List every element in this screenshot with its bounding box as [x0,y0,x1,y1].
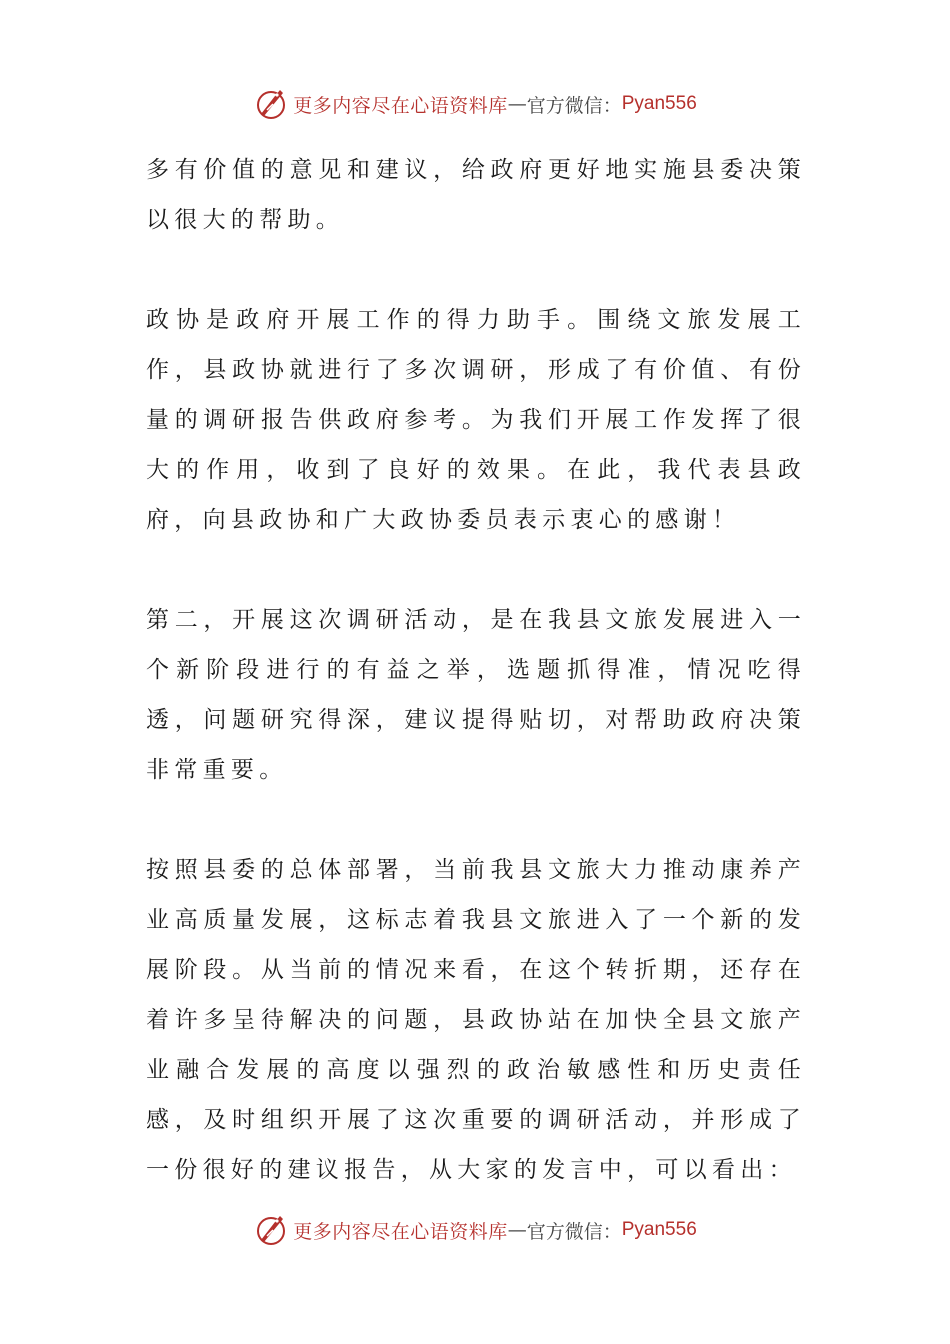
pen-nib-logo-icon [253,1212,289,1248]
paragraph-4: 按照县委的总体部署，当前我县文旅大力推动康养产业高质量发展，这标志着我县文旅进入了一个新的发展阶段。从当前的情况来看，在这个转折期，还存在着许多呈待解决的问题，县政协站在加快全县文旅产业融合发展的高度以强烈的政治敏感性和历史责任感，及时组织开展了这次重要的调研活动，并形成了一份很好的建议报告，从大家的发言中，可以看出： [146,857,806,1183]
paragraph-3: 第二，开展这次调研活动，是在我县文旅发展进入一个新阶段进行的有益之举，选题抓得准，情况吃得透，问题研究得深，建议提得贴切，对帮助政府决策非常重要。 [146,607,806,783]
header-dash: — [507,93,527,115]
footer-wechat-handle: Pyan556 [621,1219,697,1240]
header-wechat-handle: Pyan556 [621,93,697,114]
footer-wechat-label: 官方微信： [526,1220,622,1243]
footer-dash: — [507,1219,527,1241]
footer-banner [0,1210,950,1250]
paragraph-2: 政协是政府开展工作的得力助手。围绕文旅发展工作，县政协就进行了多次调研，形成了有价值、有份量的调研报告供政府参考。为我们开展工作发挥了很大的作用，收到了良好的效果。在此，我代表县政府，向县政协和广大政协委员表示衷心的感谢！ [146,307,806,533]
header-banner [0,84,950,124]
footer-brand-text: 更多内容尽在心语资料库 [293,1220,508,1243]
header-wechat-label: 官方微信： [526,94,622,117]
document-body [146,145,806,1245]
paragraph-1: 多有价值的意见和建议，给政府更好地实施县委决策以很大的帮助。 [146,157,806,233]
header-brand-text: 更多内容尽在心语资料库 [293,94,508,117]
pen-nib-logo-icon [253,86,289,122]
